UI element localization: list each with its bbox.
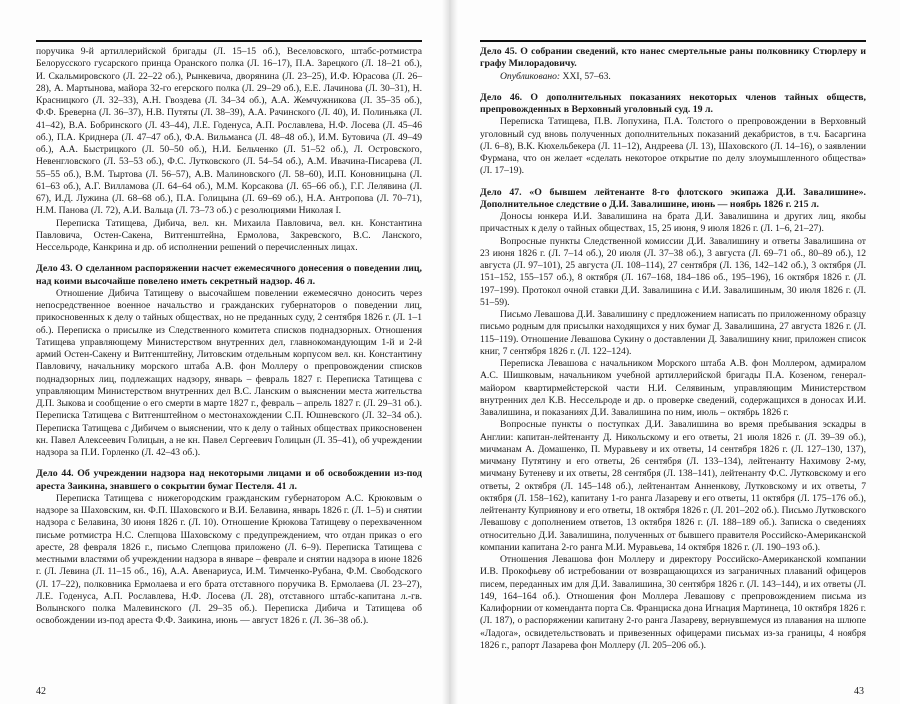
paragraph: Вопросные пункты Следственной комиссии Д.И. Завалишину и ответы Завалишина от 23 июня 1826 г. (Л. 7–14 об.), 20 июля (Л. 37–38 об.), 3 августа (Л. 69–71 об., 80–89 об.), 12 августа (Л. 97–101), 25 августа (Л. 108–114), 27 сентября (Л. 136, 142–142 об.), 3 октября (Л. 151–152, 155–157 об.), 8 октября (Л. 167–168, 184–186 об., 195–196), 16 октября 1826 г. (Л. 197–199). Протокол очной ставки Д.И. Завалишина с И.И. Завалишиным, 30 июля 1826 г. (Л. 51–59). — [480, 235, 866, 308]
page-number: 43 — [854, 686, 864, 697]
page-number: 42 — [36, 686, 46, 697]
left-text-column — [36, 46, 422, 628]
paragraph: Переписка Татищева с нижегородским гражданским губернатором А.С. Крюковым о надзоре за Шаховским, кн. Ф.П. Шаховского и В.И. Белавина, январь 1826 г. (Л. 1–5) и снятии надзора с Белавина, 30 июня 1826 г. (Л. 10). Отношение Крюкова Татищеву о перехваченном письме ротмистра Н.С. Слепцова Шаховскому с предупреждением, что отдан приказ о его аресте, 28 февраля 1826 г., письмо Слепцова приложено (Л. 6–9). Переписка Татищева с местными властями об учреждении надзора в январе – феврале и снятии надзора в июне 1826 г. (Л. Левина (Л. 11–15 об., 16), А.А. Авенариуса, И.М. Тимченко-Рубана, Ф.М. Свободского (Л. 17–22), полковника Ермолаева и его брата отставного поручика В. Ермолаева (Л. 23–27), Л.Е. Годенуса, А.П. Рославлева, Н.Ф. Лосева (Л. 28), отставного штабс-капитана л.-гв. Волынского полка Малевинского (Л. 29–35 об.). Переписка Дибича и Татищева об освобождении из-под ареста Ф.Ф. Заикина, июнь — август 1826 г. (Л. 36–38 об.). — [36, 492, 422, 627]
paragraph: Письмо Левашова Д.И. Завалишину с предложением написать по приложенному образцу письмо родным для присылки находящихся у них бумаг Д. Завалишина, 27 августа 1826 г. (Л. 115–119). Отношение Левашова Сукину о доставлении Д. Завалишину книг, приложен список книг, 7 сентября 1826 г. (Л. 122–124). — [480, 309, 866, 357]
case-heading-47: Дело 47. «О бывшем лейтенанте 8-го флотского экипажа Д.И. Завалишине». Дополнительное следствие о Д.И. Завалишине, июнь — ноябрь 1826 г. 215 л. — [480, 186, 866, 210]
published-label: Опубликовано: — [500, 70, 561, 82]
published-value: XXI, 57–63. — [562, 70, 611, 82]
paragraph: поручика 9-й артиллерийской бригады (Л. 15–15 об.), Веселовского, штабс-ротмистра Белорусского гусарского принца Оранского полка (Л. 16–17), П.А. Зарецкого (Л. 18–21 об.), И. Скальмировского (Л. 22–22 об.), Рынкевича, дворянина (Л. 23–25), И.Ф. Юрасова (Л. 26–28), А. Мартынова, майора 32-го егерского полка (Л. 29–29 об.), Е.Е. Лачинова (Л. 30–31), Н. Красницкого (Л. 32–33), А.Н. Гвоздева (Л. 34–34 об.), А.А. Жемчужникова (Л. 35–35 об.), Ф.Ф. Бреверна (Л. 36–37), Н.В. Путяты (Л. 38–39), А.А. Рачинского (Л. 40), И. Полиньяка (Л. 41–42), В.А. Бобринского (Л. 43–44), Л.Е. Годенуса, А.П. Рославлева, Н.Ф. Лосева (Л. 45–46 об.), П.А. Криднера (Л. 47–47 об.), Ф.А. Вильманса (Л. 48–48 об.), И.М. Бутовича (Л. 49–49 об.), А.А. Быстрицкого (Л. 50–50 об.), Н.И. Бельченко (Л. 51–52 об.), Л. Островского, Невенгловского (Л. 53–53 об.), Ф.С. Лутковского (Л. 54–54 об.), А.М. Ивачина-Писарева (Л. 55–55 об.), В.М. Тыртова (Л. 56–57), А.В. Малиновского (Л. 58–60), И.П. Коновницына (Л. 61–63 об.), А.Г. Вилламова (Л. 64–64 об.), М.М. Корсакова (Л. 65–66 об.), Г.Г. Лелявина (Л. 67), И.Д. Лужина (Л. 68–68 об.), П.А. Голицына (Л. 69–69 об.), Н.А. Антропова (Л. 70–71), Н.М. Панова (Л. 72), А.И. Вальца (Л. 73–73 об.) с резолюциями Николая I. — [36, 46, 422, 217]
header-rule — [480, 40, 866, 42]
paragraph: Переписка Левашова с начальником Морского штаба А.В. фон Моллером, адмиралом А.С. Шишковым, начальником учебной артиллерийской бригады П.А. Козеном, генерал-майором квартирмейстерской части Н.И. Селявиным, управляющим Министерством внутренних дел К.В. Нессельроде и др. о проверке сведений, содержащихся в доносах И.И. Завалишина, и показаниях Д.И. Завалишина по ним, июль – октябрь 1826 г. — [480, 358, 866, 418]
case-heading-43: Дело 43. О сделанном распоряжении насчет ежемесячного донесения о поведении лиц, над коими высочайше повелено иметь секретный надзор. 46 л. — [36, 263, 422, 287]
paragraph: Отношения Левашова фон Моллеру и директору Российско-Американской компании И.В. Прокофьеву об истребовании от возвращающихся из заграничных плаваний офицеров писем, переданных им для Д.И. Завалишина, 30 сентября 1826 г. (Л. 143–144), и их ответы (Л. 149, 164–164 об.). Отношения фон Моллера Левашову с препровождением письма из Калифорнии от коменданта порта Св. Франциска дона Игнация Мартинеца, 10 октября 1826 г. (Л. 187), о распоряжении капитану 2-го ранга Лазареву, вернувшемуся из плавания на шлюпе «Ладога», освидетельствовать и привезенных офицерами письмах из-за границы, 4 ноября 1826 г., рапорт Лазарева фон Моллеру (Л. 205–206 об.). — [480, 554, 866, 651]
paragraph: Вопросные пункты о поступках Д.И. Завалишина во время пребывания эскадры в Англии: капитан-лейтенанту Д. Никольскому и его ответы, 21 июля 1826 г. (Л. 39–39 об.), мичманам А. Домашенко, П. Муравьеву и их ответы, 14 сентября 1826 г. (Л. 127–130, 137), мичману Путятину и его ответы, 26 сентября (Л. 133–134), лейтенанту Нахимову 2-му, мичману Бутеневу и их ответы, 28 сентября (Л. 138–141), лейтенанту Ф.С. Лутковскому и его ответы, 2 октября (Л. 145–148 об.), лейтенантам Анненкову, Лутковскому и их ответы, 7 октября (Л. 158–162), капитану 1-го ранга Лазареву и его ответы, 11 октября (Л. 175–176 об.), лейтенанту Куприянову и его ответы, 18 октября 1826 г. (Л. 201–202 об.). Письмо Лутковского Левашову с дополнением ответов, 13 октября 1826 г. (Л. 188–189 об.). Записка о сведениях относительно Д.И. Завалишина, полученных от бывшего правителя Российско-Американской компании капитана 2-го ранга М.И. Муравьева, 14 октября 1826 г. (Л. 190–193 об.). — [480, 419, 866, 553]
case-heading-46: Дело 46. О дополнительных показаниях некоторых членов тайных обществ, препровожденных в Верховный уголовный суд. 19 л. — [480, 91, 866, 115]
published-note — [480, 71, 866, 83]
paragraph: Доносы юнкера И.И. Завалишина на брата Д.И. Завалишина и других лиц, якобы причастных к делу о тайных обществах, 15, 25 июня, 9 июля 1826 г. (Л. 1–6, 21–27). — [480, 211, 866, 235]
paragraph: Отношение Дибича Татищеву о высочайшем повелении ежемесячно доносить через непосредственное военное начальство и гражданских губернаторов о поведении лиц, прикосновенных к делу о тайных обществах, но не преданных суду, 2 сентября 1826 г. (Л. 1–1 об.). Переписка о присылке из Следственного комитета списков поднадзорных. Отношения Татищева управляющему Министерством внутренних дел, главнокомандующим 1-й и 2-й армий Остен-Сакену и Витгенштейну, Литовским отдельным корпусом вел. кн. Константину Павловичу, начальнику морского штаба А.В. фон Моллеру о препровождении списков поднадзорных лиц, подлежащих надзору, январь – февраль 1827 г. Переписка Татищева с управляющим Министерством внутренних дел В.С. Ланским о выяснении места жительства Д.П. Зыкова и сообщение о его смерти в марте 1827 г., февраль – апрель 1827 г. (Л. 29–31 об.). Переписка Татищева с Витгенштейном о местонахождении С.П. Юшневского (Л. 32–34 об.). Переписка Татищева с Дибичем о выяснении, что к делу о тайных обществах прикосновенен кн. Павел Алексеевич Голицын, а не кн. Павел Сергеевич Голицын (Л. 35–41), об учреждении надзора за П.И. Горленко (Л. 42–43 об.). — [36, 287, 422, 458]
header-rule — [36, 40, 422, 42]
case-heading-44: Дело 44. Об учреждении надзора над некоторыми лицами и об освобождении из-под ареста Заикина, знавшего о сокрытии бумаг Пестеля. 41 л. — [36, 468, 422, 492]
book-gutter — [442, 0, 458, 704]
paragraph: Переписка Татищева, П.В. Лопухина, П.А. Толстого о препровождении в Верховный уголовный суд вновь полученных дополнительных показаний декабристов, в т.ч. Басаргина (Л. 6–8), В.К. Кюхельбекера (Л. 11–12), Андреева (Л. 13), Шаховского (Л. 14–16), о заявлении Фурмана, что он желает «сделать некоторое открытие по делу злоумышленного общества» (Л. 17–19). — [480, 116, 866, 177]
case-heading-45: Дело 45. О собрании сведений, кто нанес смертельные раны полковнику Стюрлеру и графу Милорадовичу. — [480, 46, 866, 70]
right-text-column — [480, 46, 866, 652]
right-page — [450, 0, 900, 704]
paragraph: Переписка Татищева, Дибича, вел. кн. Михаила Павловича, вел. кн. Константина Павловича, Остен-Сакена, Витгенштейна, Ермолова, Закревского, В.С. Ланского, Нессельроде, Канкрина и др. об исполнении решений о перечисленных лицах. — [36, 217, 422, 253]
